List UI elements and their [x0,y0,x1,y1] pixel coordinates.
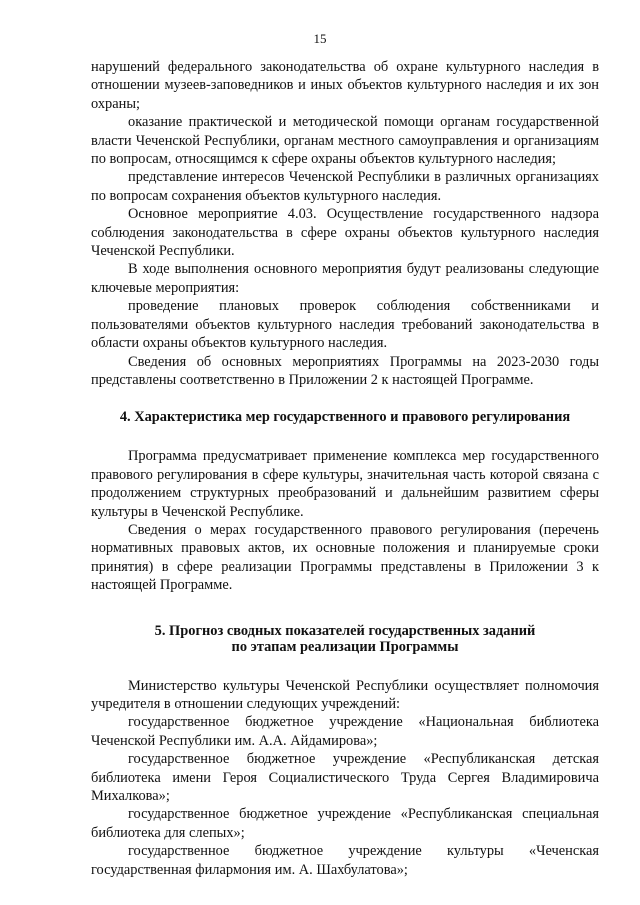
paragraph: Основное мероприятие 4.03. Осуществление государственного надзора соблюдения законодательства в сфере охраны объектов культурного наследия Чеченской Республики. [91,206,599,260]
section-5-heading-line-2: по этапам реализации Программы [231,638,459,655]
paragraph: государственное бюджетное учреждение культуры «Чеченская государственная филармония им. А. Шахбулатова»; [91,843,599,878]
paragraph: государственное бюджетное учреждение «Республиканская детская библиотека имени Героя Социалистического Труда Сергея Владимировича Михалкова»; [91,751,599,804]
paragraph: Сведения об основных мероприятиях Программы на 2023-2030 годы представлены соответственно в Приложении 2 к настоящей Программе. [91,353,599,388]
section-5-heading-line-1: 5. Прогноз сводных показателей государственных заданий [154,622,536,639]
paragraph: государственное бюджетное учреждение «Национальная библиотека Чеченской Республики им. А.А. Айдамирова»; [91,714,599,749]
section-4-heading: 4. Характеристика мер государственного и правового регулирования [119,409,571,426]
paragraph: проведение плановых проверок соблюдения собственниками и пользователями объектов культурного наследия требований законодательства в области охраны объектов культурного наследия. [91,298,599,352]
paragraph: Сведения о мерах государственного правового регулирования (перечень нормативных правовых актов, их основные положения и планируемые сроки принятия) в сфере реализации Программы представлены в Приложении 3 к настоящей Программе. [91,521,599,594]
paragraph: государственное бюджетное учреждение «Республиканская специальная библиотека для слепых»; [91,806,599,841]
paragraph: Программа предусматривает применение комплекса мер государственного правового регулирования в сфере культуры, значительная часть которой связана с продолжением структурных преобразований и дальнейшим развитием сферы культуры в Чеченской Республике. [91,448,599,520]
page-number: 15 [313,31,327,46]
section-5-heading [91,623,599,655]
document-body [91,58,599,879]
paragraph: представление интересов Чеченской Республики в различных организациях по вопросам сохранения объектов культурного наследия. [91,169,599,204]
paragraph: Министерство культуры Чеченской Республики осуществляет полномочия учредителя в отношении следующих учреждений: [91,677,599,712]
paragraph: В ходе выполнения основного мероприятия будут реализованы следующие ключевые мероприятия: [91,261,599,296]
paragraph: нарушений федерального законодательства об охране культурного наследия в отношении музеев-заповедников и иных объектов культурного наследия и их зон охраны; [91,59,599,112]
paragraph: оказание практической и методической помощи органам государственной власти Чеченской Республики, органам местного самоуправления и организациям по вопросам, относящимся к сфере охраны объектов культурного наследия; [91,114,599,168]
